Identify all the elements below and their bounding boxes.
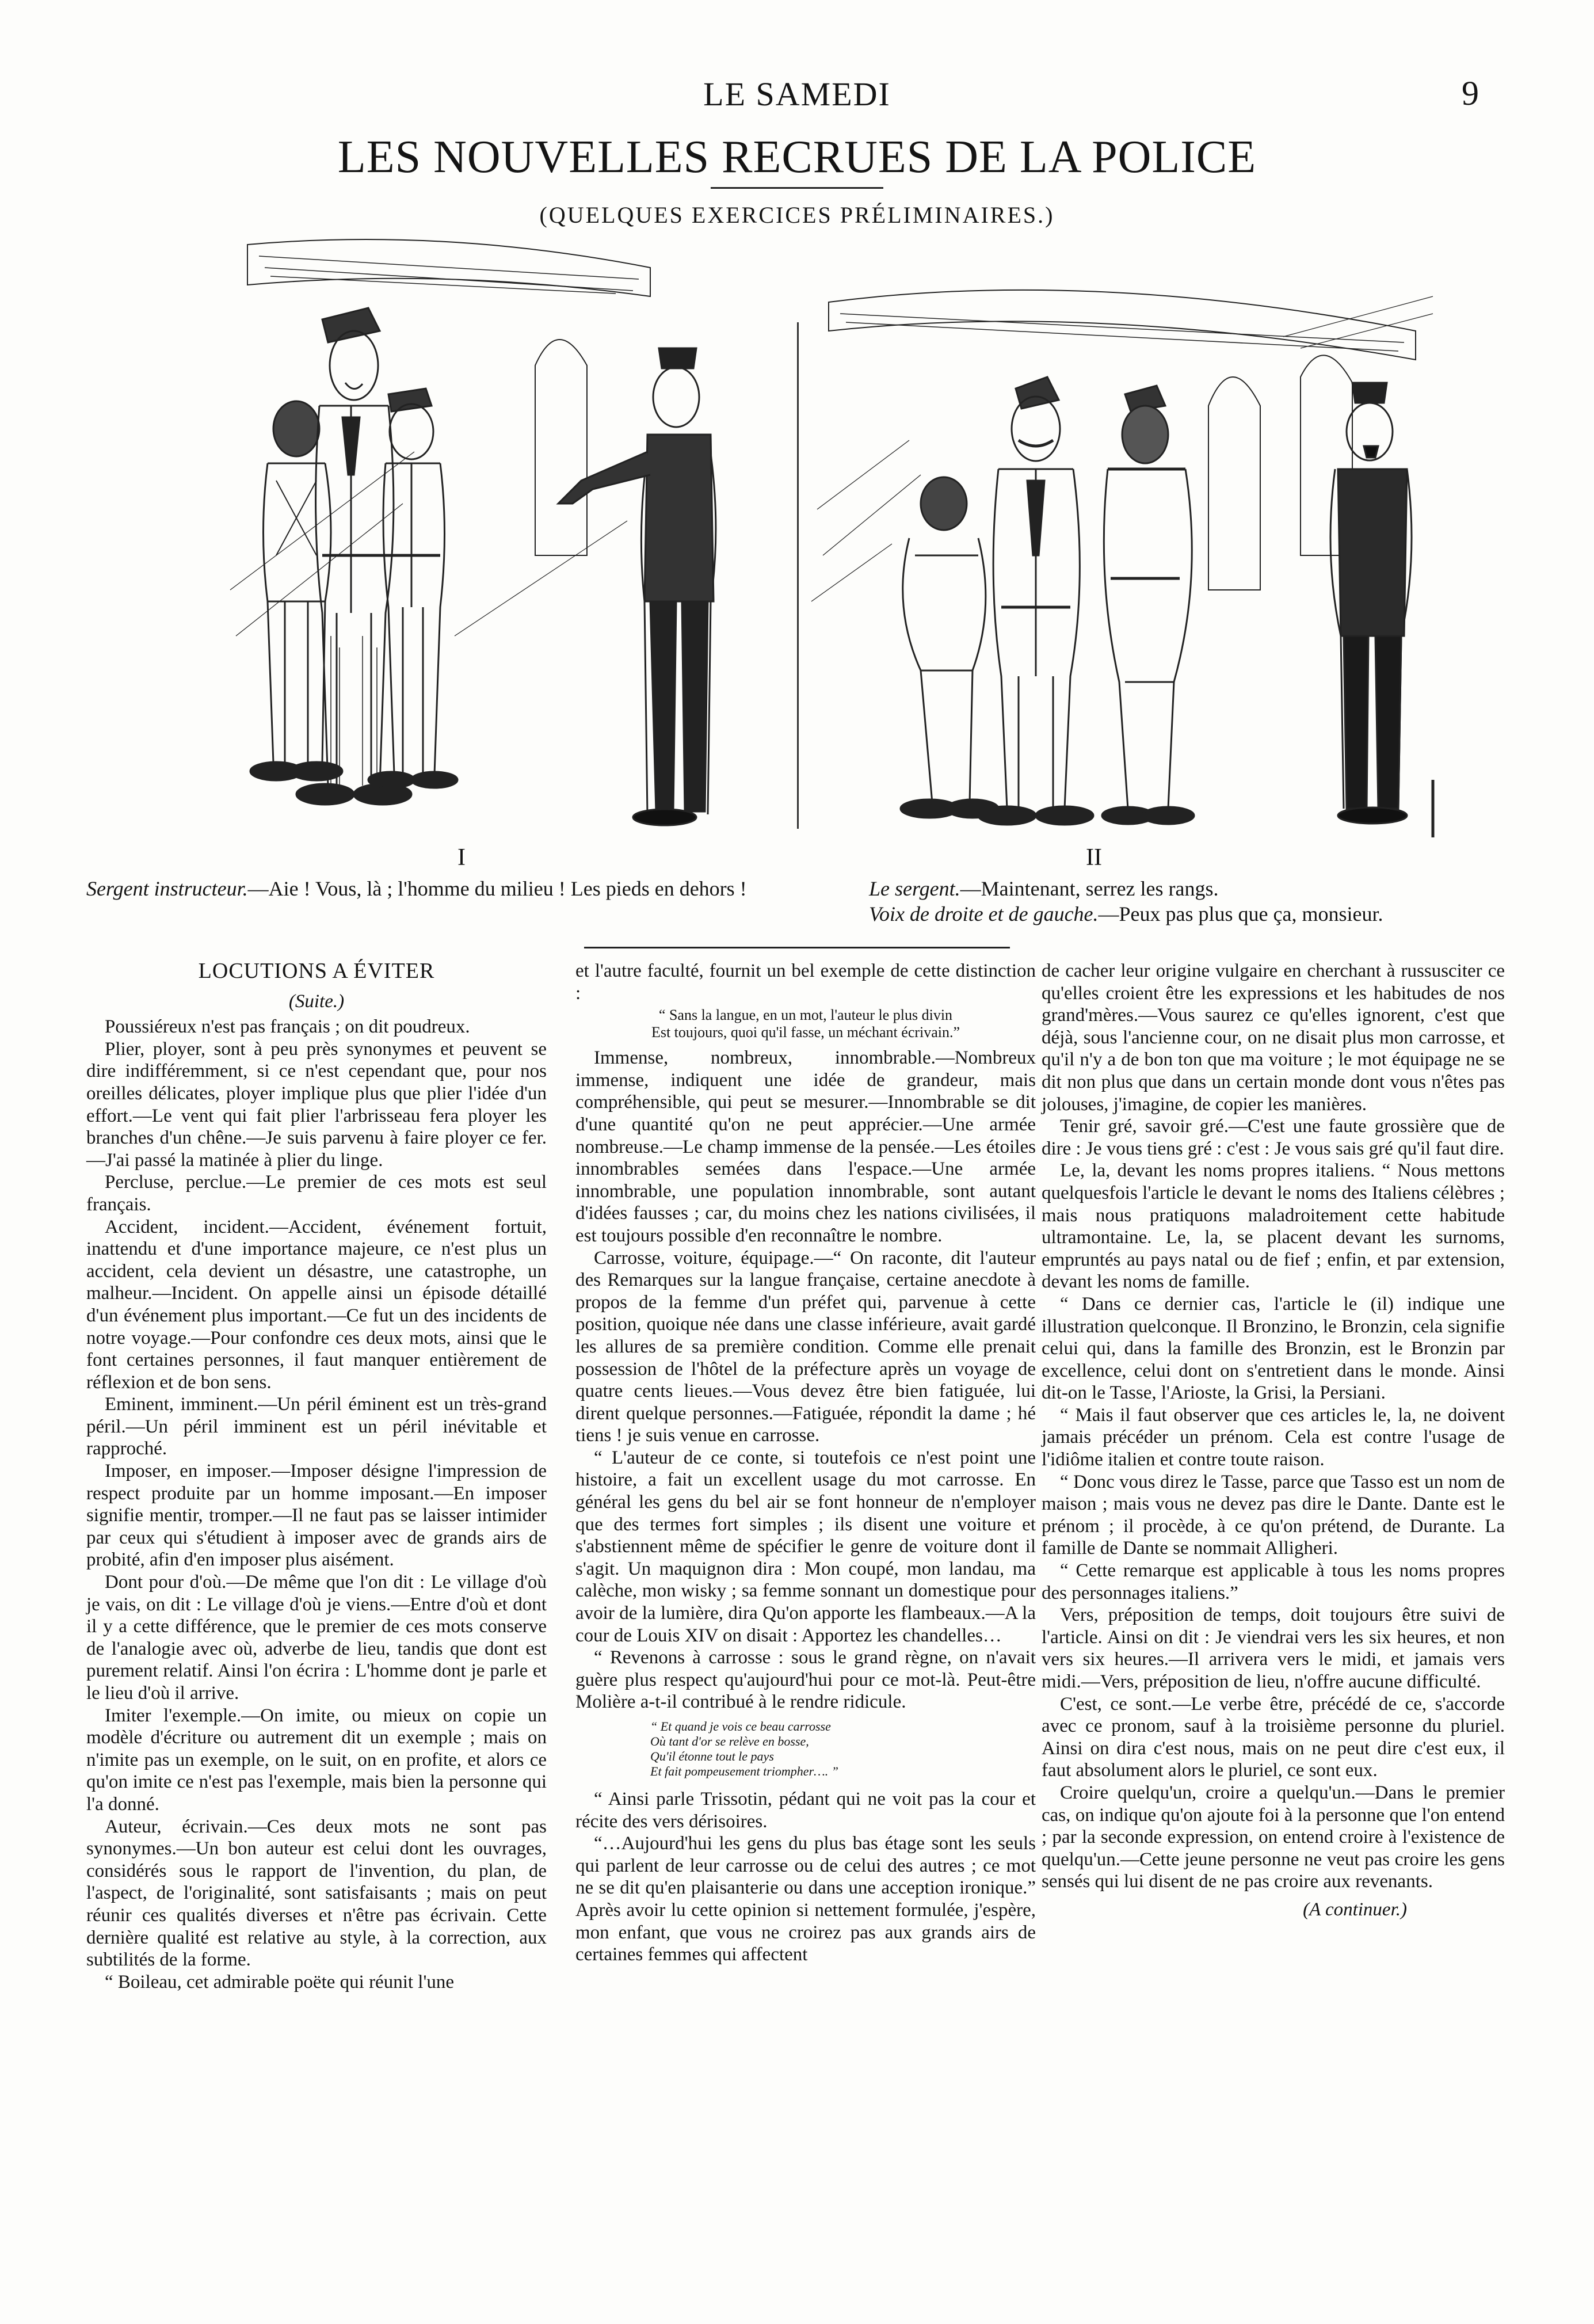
- caption-speaker: Sergent instructeur.: [86, 877, 248, 900]
- paragraph: Imiter l'exemple.—On imite, ou mieux on copie un modèle d'écriture ou autrement dit un exemple ; mais on n'imite pas un exemple, on le suit, on en profite, et alors ce qu'on imite ce n'est pas l'exemple, mais bien la personne qui l'a donné.: [86, 1705, 547, 1815]
- illustration-two-drawing: [806, 233, 1439, 846]
- paragraph: de cacher leur origine vulgaire en cherchant à russusciter ce qu'elles croient être les expressions et les habitudes de nos grand'mères.—Vous saurez ce qu'elles ignorent, c'est que déjà, sous l'ancienne cour, on ne disait plus mon carrosse, et qu'il n'y a de bon ton que ma voiture ; le mot équipage ne se dit non plus que dans un certain monde dont vous n'êtes pas jolouses, j'imagine, de copier les manières.: [1042, 961, 1505, 1115]
- illustration-one-drawing: [213, 233, 788, 829]
- illustration-two: [806, 233, 1439, 846]
- paragraph: “ Boileau, cet admirable poëte qui réunit l'une: [105, 1971, 455, 1992]
- caption-speaker: Le sergent.: [869, 877, 960, 900]
- paragraph: “…Aujourd'hui les gens du plus bas étage sont les seuls qui parlent de leur carrosse ou de celui des autres ; ce mot ne se dit qu'en plaisanterie ou dans une acception ironique.” Après avoir lu cette opinion si nettement formulée, j'espère, mon enfant, que vous ne croirez pas aux grands airs de certaines femmes qui affectent: [575, 1833, 1036, 1965]
- paragraph: Auteur, écrivain.—Ces deux mots ne sont pas synonymes.—Un bon auteur est celui dont les ouvrages, considérés sous le rapport de l'invention, du plan, de l'aspect, de l'originalité, sont satisfaisants ; mais on peut réunir ces qualités diverses et n'être pas écrivain. Cette dernière qualité est relative au style, à la correction, aux subtilités de la forme.: [86, 1816, 547, 1971]
- paragraph: C'est, ce sont.—Le verbe être, précédé de ce, s'accorde avec ce pronom, sauf à la troisième personne du pluriel. Ainsi on dira c'est nous, mais on ne peut dire c'est eux, il faut absolument alors le pluriel, ce sont eux.: [1042, 1693, 1505, 1781]
- paragraph: Vers, préposition de temps, doit toujours être suivi de l'article. Ainsi on dit : Je viendrai vers les six heures, et non vers six heures.—Il arrivera vers le midi, et jamais vers midi.—Vers, préposition de lieu, n'offre aucune difficulté.: [1042, 1605, 1505, 1692]
- paragraph: Carrosse, voiture, équipage.—“ On raconte, dit l'auteur des Remarques sur la langue française, certaine anecdote à propos de la femme d'un préfet qui, parvenue à cette position, quoique née dans une classe inférieure, avait gardé les allures de sa première condition. Comme elle prenait possession de l'hôtel de la préfecture après un voyage de quatre cents lieues.—Vous devez être bien fatiguée, lui dirent quelque personnes.—Fatiguée, répondit la dame ; hé tiens ! je suis venue en carrosse.: [575, 1247, 1036, 1446]
- paragraph: Immense, nombreux, innombrable.—Nombreux immense, indiquent une idée de grandeur, mais compréhensible, qui peut se mesurer.—Innombrable se dit d'une quantité qu'on ne peut apprécier.—Une armée nombreuse.—Le champ immense de la pensée.—Les étoiles innombrables semées dans l'espace.—Une armée innombrable, une population innombrable, sont autant d'idées fausses ; car, du moins chez les nations civilisées, il est toujours possible d'en reconnaître le nombre.: [575, 1047, 1036, 1246]
- figure-numeral-one: I: [457, 844, 466, 871]
- poem-line: “ Et quand je vois ce beau carrosse: [650, 1719, 831, 1734]
- boileau-quote: [575, 1007, 1036, 1041]
- page-title: LES NOUVELLES RECRUES DE LA POLICE: [337, 132, 1257, 182]
- title-rule: [711, 187, 883, 189]
- figure-caption-two: [869, 876, 1536, 927]
- paragraph: Eminent, imminent.—Un péril éminent est un très-grand péril.—Un péril imminent est un péril inévitable et rapproché.: [86, 1394, 547, 1460]
- figure-caption-one: [86, 876, 800, 901]
- paragraph: Tenir gré, savoir gré.—C'est une faute grossière que de dire : Je vous tiens gré : c'est : Je vous sais gré qu'il faut dire.: [1042, 1116, 1505, 1159]
- paragraph: Percluse, perclue.—Le premier de ces mots est seul français.: [86, 1172, 547, 1215]
- paragraph: “ Mais il faut observer que ces articles le, la, ne doivent jamais précéder un prénom. Cela est contre l'usage de l'idiôme italien et contre toute raison.: [1042, 1404, 1505, 1470]
- article-column-3: [1042, 960, 1505, 1921]
- paragraph: “ L'auteur de ce conte, si toutefois ce n'est point une histoire, a fait un excellent usage du mot carrosse. En général les gens du bel air se font honneur de n'employer que des termes fort simples ; ils disent une voiture et s'abstiennent même de spécifier le genre de voiture dont il s'agit. Un maquignon dira : Mon coupé, mon landau, ma calèche, mon wisky ; sa femme sonnant un domestique pour avoir de la lumière, dira Qu'on apporte les flambeaux.—A la cour de Louis XIV on disait : Apportez les chandelles…: [575, 1447, 1036, 1646]
- paragraph: Plier, ployer, sont à peu près synonymes et peuvent se dire indifféremment, si ce n'est cependant que, pour nos oreilles délicates, ployer implique plus que plier l'idée d'un effort.—Le vent qui fait plier l'arbrisseau fera ployer les branches d'un chêne.—Je suis parvenu à faire ployer ce fer.—J'ai passé la matinée à plier du linge.: [86, 1038, 547, 1171]
- masthead: LE SAMEDI: [703, 75, 891, 113]
- article-column-1: [86, 960, 547, 1993]
- article-suite: (Suite.): [288, 990, 345, 1012]
- moliere-poem: [650, 1719, 1036, 1779]
- illustration-divider: [797, 322, 799, 829]
- caption-text: —Maintenant, serrez les rangs.: [960, 877, 1219, 900]
- quote-line: Est toujours, quoi qu'il fasse, un méchant écrivain.”: [651, 1024, 960, 1041]
- caption-speaker-2: Voix de droite et de gauche.: [869, 902, 1099, 925]
- caption-text-2: —Peux pas plus que ça, monsieur.: [1098, 902, 1383, 925]
- article-column-2: [575, 960, 1036, 1966]
- paragraph: “ Cette remarque est applicable à tous les noms propres des personnages italiens.”: [1042, 1560, 1505, 1603]
- page-subtitle: (QUELQUES EXERCICES PRÉLIMINAIRES.): [539, 202, 1055, 228]
- paragraph: Dont pour d'où.—De même que l'on dit : Le village d'où je vais, on dit : Le village d'où je viens.—Entre d'où et dont il y a cette différence, que le premier de ces mots conserve de l'analogie avec où, adverbe de lieu, tandis que dont est purement relatif. Ainsi l'on écrira : L'homme dont je parle et le lieu d'où il arrive.: [86, 1572, 547, 1704]
- illustration-one: [213, 233, 788, 829]
- paragraph: “ Donc vous direz le Tasse, parce que Tasso est un nom de maison ; mais vous ne devez pas dire le Dante. Dante est le prénom ; il procède, à ce qu'on prétend, de Durante. La famille de Dante se nommait Alligheri.: [1042, 1471, 1505, 1559]
- paragraph: Le, la, devant les noms propres italiens. “ Nous mettons quelquesfois l'article le devant le noms des Italiens célèbres ; mais nous pratiquons maladroitement cette habitude ultramontaine. Le, la, se placent devant les surnoms, empruntés au pays natal ou de fief ; enfin, et par extension, devant les noms de famille.: [1042, 1160, 1505, 1293]
- paragraph: “ Ainsi parle Trissotin, pédant qui ne voit pas la cour et récite des vers dérisoires.: [575, 1789, 1036, 1832]
- caption-text: —Aie ! Vous, là ; l'homme du milieu ! Les pieds en dehors !: [247, 877, 747, 900]
- poem-line: Où tant d'or se relève en bosse,: [650, 1734, 809, 1748]
- figure-numeral-two: II: [1086, 844, 1102, 871]
- poem-line: Qu'il étonne tout le pays: [650, 1749, 774, 1763]
- paragraph: “ Dans ce dernier cas, l'article le (il) indique une illustration quelconque. Il Bronzino, le Bronzin, cela signifie celui qui, dans la famille des Bronzin, est le Bronzin par excellence, celui dont on s'entretient dans le monde. Ainsi dit-on le Tasse, l'Arioste, la Grisi, la Persiani.: [1042, 1293, 1505, 1404]
- paragraph: Poussiéreux n'est pas français ; on dit poudreux.: [105, 1016, 470, 1038]
- page-number: 9: [1462, 74, 1479, 112]
- paragraph: Croire quelqu'un, croire a quelqu'un.—Dans le premier cas, on indique qu'on ajoute foi à la personne que l'on entend ; par la seconde expression, on entend croire à l'existence de quelqu'un.—Cette jeune personne ne veut pas croire les gens sensés qui lui disent de ne pas croire aux revenants.: [1042, 1782, 1505, 1892]
- quote-line: “ Sans la langue, en un mot, l'auteur le plus divin: [658, 1007, 953, 1024]
- poem-line: Et fait pompeusement triompher…. ”: [650, 1764, 838, 1778]
- paragraph: “ Revenons à carrosse : sous le grand règne, on n'avait guère plus respect qu'aujourd'hui pour ce mot-là. Peut-être Molière a-t-il contribué à le rendre ridicule.: [575, 1647, 1036, 1713]
- paragraph: Accident, incident.—Accident, événement fortuit, inattendu et d'une importance majeure, ce n'est plus un accident, cela devient un désastre, une catastrophe, un malheur.—Incident. On appelle ainsi un épisode détaillé d'un événement plus important.—Ce fut un des incidents de notre voyage.—Pour confondre ces deux mots, ainsi que le font certaines personnes, il faut manquer entièrement de réflexion et de bon sens.: [86, 1216, 547, 1393]
- article-heading: LOCUTIONS A ÉVITER: [198, 959, 435, 983]
- to-be-continued: (A continuer.): [1303, 1899, 1407, 1920]
- paragraph: Imposer, en imposer.—Imposer désigne l'impression de respect produite par un homme imposant.—En imposer signifie mentir, tromper.—Il ne faut pas se laisser intimider par ceux qui s'étudient à imposer avec de grands airs de probité, afin d'en imposer plus aisément.: [86, 1461, 547, 1571]
- paragraph: et l'autre faculté, fournit un bel exemple de cette distinction :: [575, 961, 1036, 1004]
- section-rule: [584, 947, 1010, 948]
